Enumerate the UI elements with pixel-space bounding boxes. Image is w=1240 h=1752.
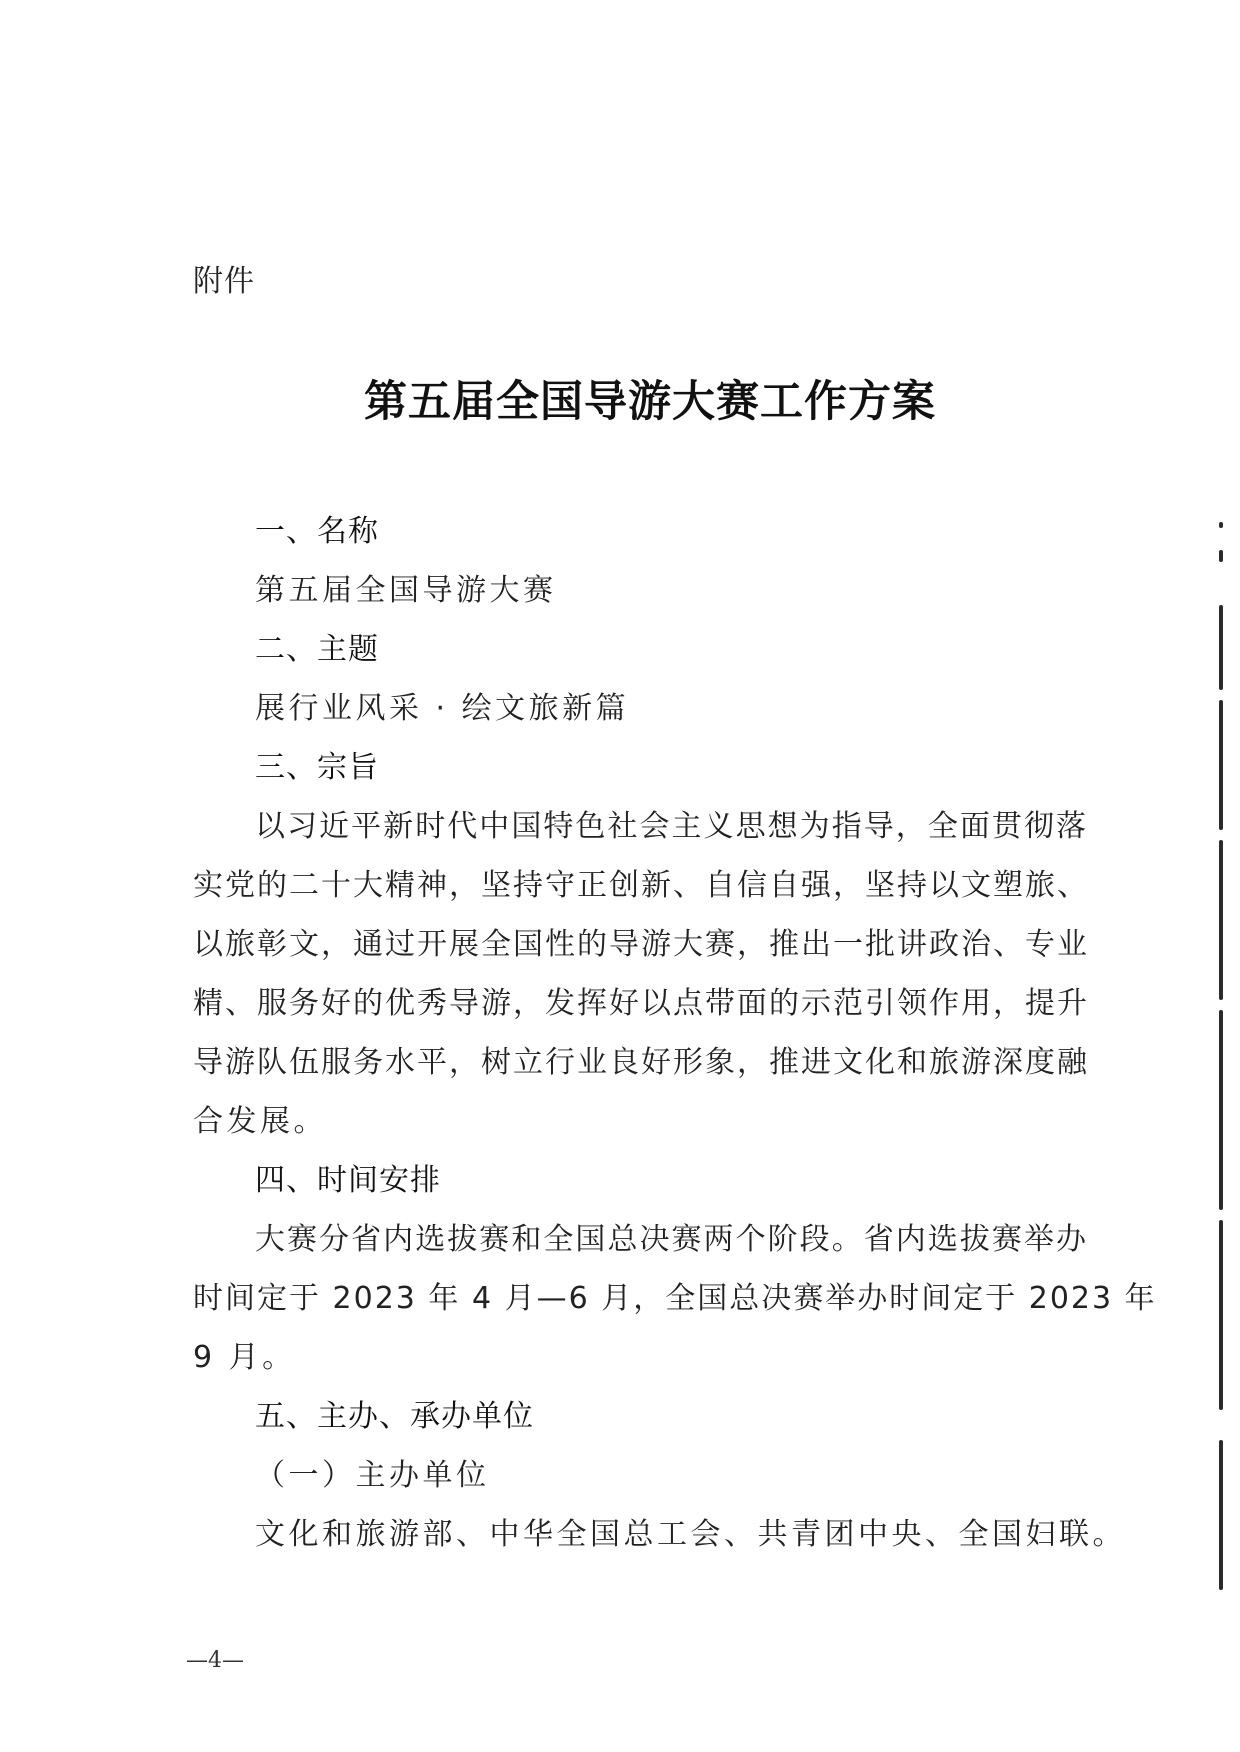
- paragraph-line: 9 月。: [193, 1340, 296, 1375]
- section-heading-schedule: 四、时间安排: [255, 1163, 441, 1198]
- scan-edge-mark: [1219, 522, 1223, 528]
- scan-edge-mark: [1219, 550, 1223, 562]
- paragraph-line: 导游队伍服务水平，树立行业良好形象，推进文化和旅游深度融: [193, 1045, 1089, 1080]
- scan-edge-mark: [1219, 605, 1223, 690]
- section-heading-name: 一、名称: [255, 514, 379, 549]
- subsection-heading-host: （一）主办单位: [255, 1458, 490, 1493]
- section-heading-theme: 二、主题: [255, 632, 379, 667]
- paragraph-line: 精、服务好的优秀导游，发挥好以点带面的示范引领作用，提升: [193, 986, 1089, 1021]
- paragraph-line: 大赛分省内选拔赛和全国总决赛两个阶段。省内选拔赛举办: [255, 1222, 1088, 1257]
- section-heading-organizers: 五、主办、承办单位: [255, 1399, 534, 1434]
- scan-edge-mark: [1219, 1220, 1223, 1410]
- document-title: 第五届全国导游大赛工作方案: [364, 377, 936, 427]
- scan-edge-mark: [1219, 840, 1223, 1000]
- section-heading-purpose: 三、宗旨: [255, 750, 379, 785]
- paragraph-line: 时间定于 2023 年 4 月—6 月，全国总决赛举办时间定于 2023 年: [193, 1281, 1157, 1316]
- scan-edge-mark: [1219, 1440, 1223, 1590]
- paragraph-line: 文化和旅游部、中华全国总工会、共青团中央、全国妇联。: [255, 1517, 1126, 1552]
- paragraph-line: 以旅彰文，通过开展全国性的导游大赛，推出一批讲政治、专业: [193, 927, 1089, 962]
- page-number: —4—: [186, 1648, 244, 1673]
- section-text-name: 第五届全国导游大赛: [255, 573, 557, 608]
- paragraph-line: 合发展。: [193, 1104, 327, 1139]
- section-text-theme: 展行业风采 · 绘文旅新篇: [255, 691, 630, 726]
- document-body: [193, 502, 1157, 1564]
- paragraph-line: 实党的二十大精神，坚持守正创新、自信自强，坚持以文塑旅、: [193, 868, 1089, 903]
- paragraph-line: 以习近平新时代中国特色社会主义思想为指导，全面贯彻落: [255, 809, 1088, 844]
- scan-edge-mark: [1219, 700, 1223, 830]
- attachment-label: 附件: [193, 264, 255, 299]
- scan-edge-mark: [1219, 1010, 1223, 1210]
